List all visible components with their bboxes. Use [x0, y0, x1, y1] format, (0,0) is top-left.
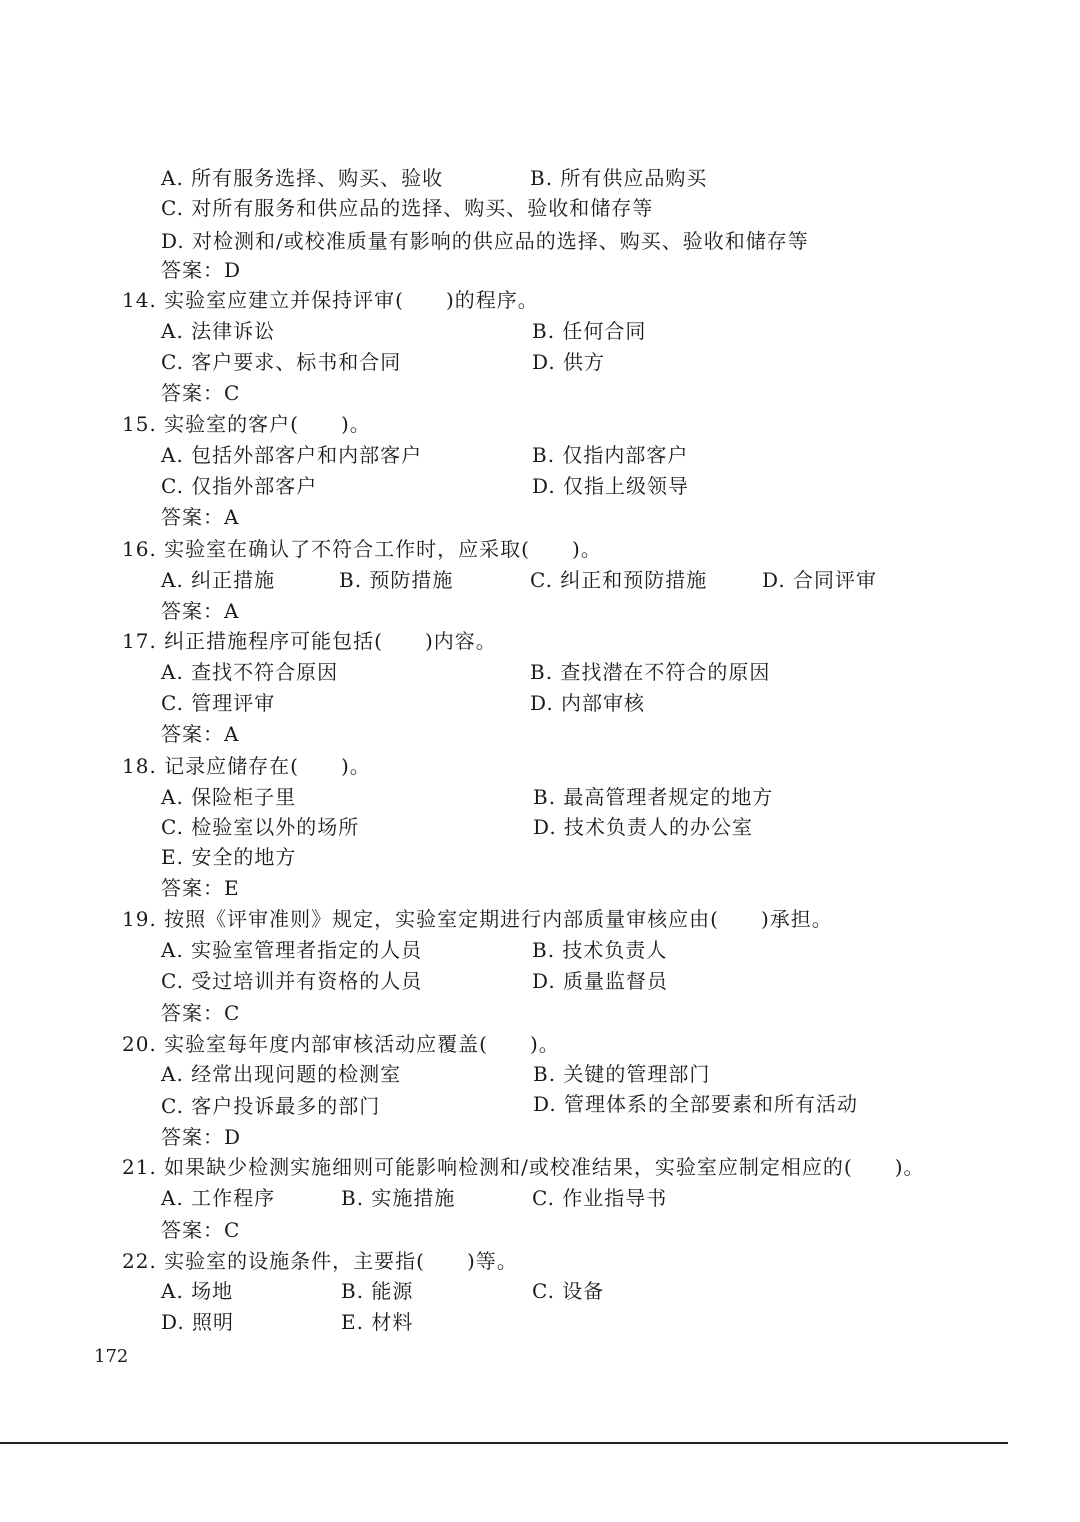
q18-option-a: A. 保险柜子里	[161, 785, 297, 809]
q20-option-c: C. 客户投诉最多的部门	[161, 1094, 381, 1118]
q21-stem: 21. 如果缺少检测实施细则可能影响检测和/或校准结果，实验室应制定相应的( )。	[122, 1155, 925, 1179]
q18-option-c: C. 检验室以外的场所	[161, 815, 360, 839]
q19-option-c: C. 受过培训并有资格的人员	[161, 969, 423, 993]
q14-answer: 答案：C	[161, 381, 241, 405]
q20-option-b: B. 关键的管理部门	[533, 1062, 711, 1086]
q19-option-a: A. 实验室管理者指定的人员	[161, 938, 423, 962]
q17-option-c: C. 管理评审	[161, 691, 276, 715]
q19-option-d: D. 质量监督员	[532, 969, 669, 993]
q18-option-b: B. 最高管理者规定的地方	[533, 785, 774, 809]
q13-option-d: D. 对检测和/或校准质量有影响的供应品的选择、购买、验收和储存等	[161, 229, 809, 253]
bottom-rule	[0, 1442, 1008, 1444]
q20-answer: 答案：D	[161, 1125, 242, 1149]
q17-option-d: D. 内部审核	[530, 691, 646, 715]
q13-option-b: B. 所有供应品购买	[530, 166, 708, 190]
q15-option-b: B. 仅指内部客户	[532, 443, 689, 467]
q14-option-c: C. 客户要求、标书和合同	[161, 350, 402, 374]
q16-option-b: B. 预防措施	[339, 568, 454, 592]
q19-option-b: B. 技术负责人	[532, 938, 668, 962]
q20-stem: 20. 实验室每年度内部审核活动应覆盖( )。	[122, 1032, 560, 1056]
q18-stem: 18. 记录应储存在( )。	[122, 754, 371, 778]
q15-option-c: C. 仅指外部客户	[161, 474, 318, 498]
q17-option-b: B. 查找潜在不符合的原因	[530, 660, 771, 684]
q15-stem: 15. 实验室的客户( )。	[122, 412, 371, 436]
q14-option-b: B. 任何合同	[532, 319, 647, 343]
q18-option-e: E. 安全的地方	[161, 845, 297, 869]
q21-option-a: A. 工作程序	[161, 1186, 276, 1210]
q22-option-e: E. 材料	[341, 1310, 414, 1334]
q14-stem: 14. 实验室应建立并保持评审( )的程序。	[122, 288, 539, 312]
q22-option-a: A. 场地	[161, 1279, 234, 1303]
q16-option-c: C. 纠正和预防措施	[530, 568, 708, 592]
q21-option-b: B. 实施措施	[341, 1186, 456, 1210]
q13-option-a: A. 所有服务选择、购买、验收	[161, 166, 444, 190]
q16-option-d: D. 合同评审	[762, 568, 878, 592]
q15-answer: 答案：A	[161, 505, 240, 529]
q14-option-d: D. 供方	[532, 350, 606, 374]
q18-answer: 答案：E	[161, 876, 240, 900]
q22-option-c: C. 设备	[532, 1279, 605, 1303]
q16-stem: 16. 实验室在确认了不符合工作时，应采取( )。	[122, 537, 602, 561]
q22-stem: 22. 实验室的设施条件，主要指( )等。	[122, 1249, 518, 1273]
q16-option-a: A. 纠正措施	[161, 568, 276, 592]
q20-option-a: A. 经常出现问题的检测室	[161, 1062, 402, 1086]
q18-option-d: D. 技术负责人的办公室	[533, 815, 754, 839]
q21-option-c: C. 作业指导书	[532, 1186, 668, 1210]
q22-option-d: D. 照明	[161, 1310, 235, 1334]
q21-answer: 答案：C	[161, 1218, 241, 1242]
page-number: 172	[94, 1346, 129, 1367]
q17-option-a: A. 查找不符合原因	[161, 660, 339, 684]
q20-option-d: D. 管理体系的全部要素和所有活动	[533, 1092, 859, 1116]
q13-answer: 答案：D	[161, 258, 242, 282]
q15-option-d: D. 仅指上级领导	[532, 474, 690, 498]
q17-answer: 答案：A	[161, 722, 240, 746]
q15-option-a: A. 包括外部客户和内部客户	[161, 443, 423, 467]
q16-answer: 答案：A	[161, 599, 240, 623]
q19-answer: 答案：C	[161, 1001, 241, 1025]
q13-option-c: C. 对所有服务和供应品的选择、购买、验收和储存等	[161, 196, 654, 220]
q22-option-b: B. 能源	[341, 1279, 414, 1303]
q19-stem: 19. 按照《评审准则》规定，实验室定期进行内部质量审核应由( )承担。	[122, 907, 833, 931]
q14-option-a: A. 法律诉讼	[161, 319, 276, 343]
q17-stem: 17. 纠正措施程序可能包括( )内容。	[122, 629, 497, 653]
